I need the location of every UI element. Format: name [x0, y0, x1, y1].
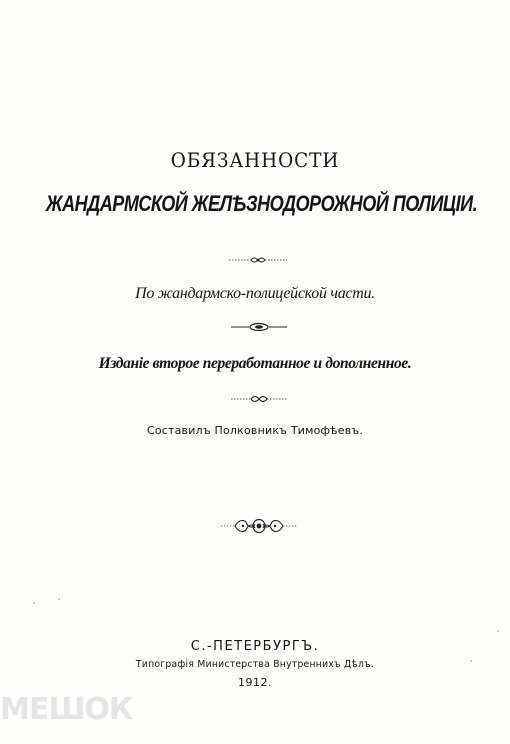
decorative-vignette — [219, 515, 299, 537]
edition-note: Изданіе второе переработанное и дополненное. — [98, 355, 412, 372]
imprint-press: Типографія Министерства Внутреннихъ Дѣлъ. — [135, 659, 375, 670]
document-title: ОБЯЗАННОСТИ — [170, 148, 340, 172]
print-speck — [470, 660, 472, 662]
compiler-credit: Составилъ Полковникъ Тимофѣевъ. — [146, 424, 364, 437]
small-ornament-divider — [229, 321, 289, 333]
part-description: По жандармско-полицейской части. — [135, 285, 375, 302]
small-ornament-divider — [229, 393, 289, 405]
document-subtitle: ЖАНДАРМСКОЙ ЖЕЛѢЗНОДОРОЖНОЙ ПОЛИЦІИ. — [45, 191, 478, 216]
print-speck — [58, 598, 60, 600]
print-speck — [497, 630, 499, 632]
imprint-year: 1912. — [238, 676, 272, 689]
watermark-logo: МЕШОК — [0, 692, 133, 727]
imprint-city: С.-ПЕТЕРБУРГЪ. — [190, 639, 320, 654]
print-speck — [33, 602, 35, 604]
small-ornament-divider — [227, 254, 289, 266]
